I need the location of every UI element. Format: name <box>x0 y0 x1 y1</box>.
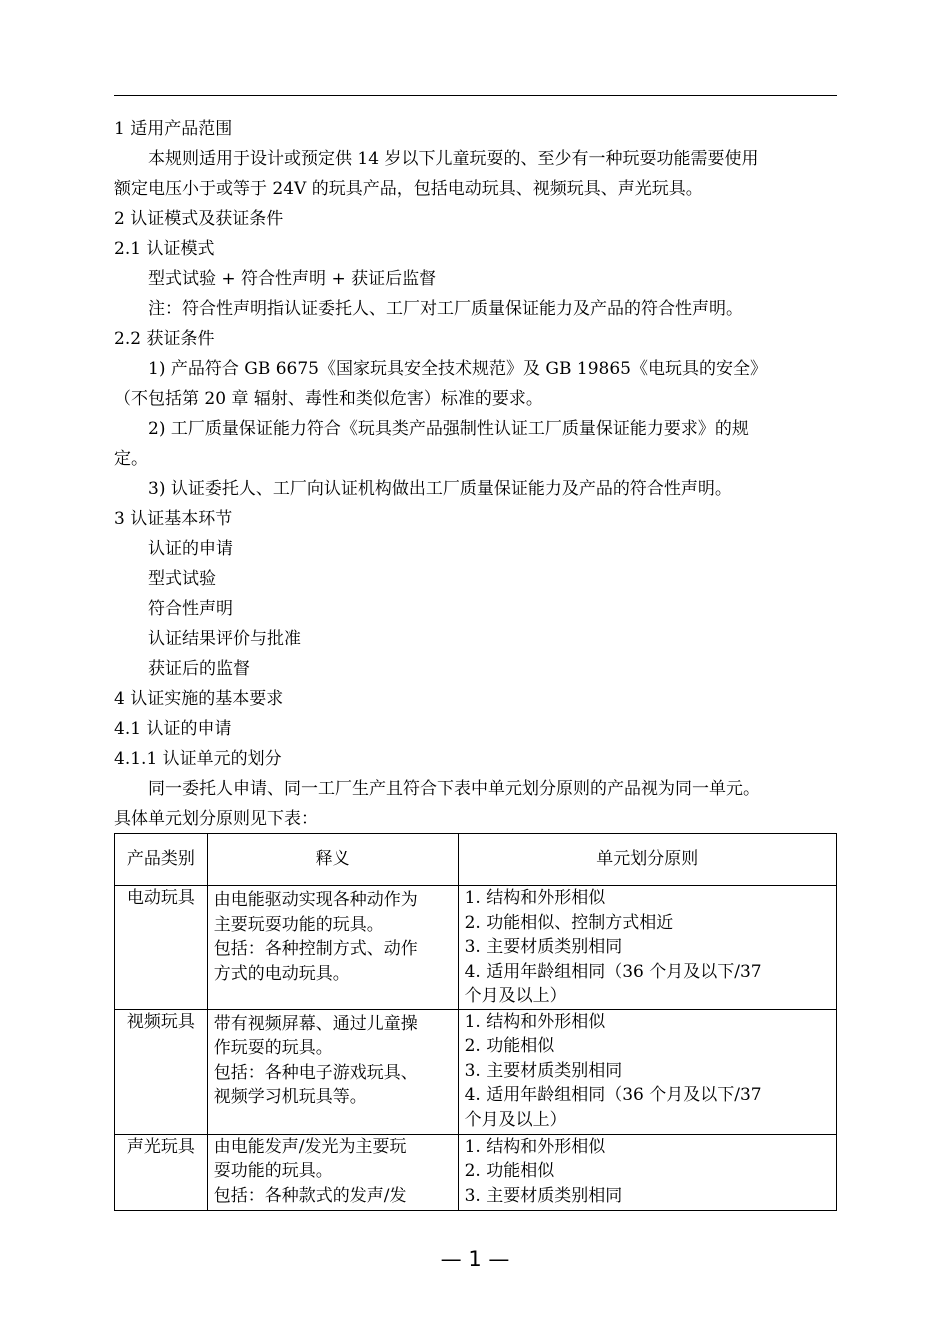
definition-line: 由电能发声/发光为主要玩 <box>213 1136 407 1157</box>
rule-line: 1. 结构和外形相似 <box>464 888 606 908</box>
certification-mode: 型式试验 + 符合性声明 + 获证后监督 <box>148 269 437 289</box>
rule-line: 个月及以上） <box>464 1109 567 1130</box>
definition-line: 方式的电动玩具。 <box>213 963 350 984</box>
document-body <box>114 114 837 834</box>
step-item: 认证结果评价与批准 <box>148 629 301 649</box>
condition-2-line-1: 2) 工厂质量保证能力符合《玩具类产品强制性认证工厂质量保证能力要求》的规 <box>148 419 749 439</box>
header-rule <box>114 95 837 96</box>
table-header-definition: 释义 <box>207 834 458 886</box>
definition-line: 视频学习机玩具等。 <box>213 1087 367 1107</box>
section-1-title: 1 适用产品范围 <box>114 119 233 139</box>
definition-line: 包括：各种电子游戏玩具、 <box>213 1062 418 1083</box>
rules-cell <box>458 886 836 1010</box>
rule-line: 1. 结构和外形相似 <box>464 1136 606 1157</box>
rule-line: 1. 结构和外形相似 <box>464 1011 606 1032</box>
certification-mode-note: 注：符合性声明指认证委托人、工厂对工厂质量保证能力及产品的符合性声明。 <box>148 299 743 319</box>
step-item: 型式试验 <box>148 569 216 589</box>
table-row <box>115 1009 837 1134</box>
definition-cell <box>207 1009 458 1134</box>
category-cell: 视频玩具 <box>115 1009 208 1134</box>
definition-line: 主要玩耍功能的玩具。 <box>213 914 384 935</box>
unit-division-para-line-2: 具体单元划分原则见下表： <box>114 809 318 829</box>
table-row <box>115 886 837 1010</box>
table-header-category: 产品类别 <box>115 834 208 886</box>
step-item: 获证后的监督 <box>148 659 250 679</box>
condition-2-line-2: 定。 <box>114 449 148 469</box>
table-row <box>115 1134 837 1210</box>
category-cell: 声光玩具 <box>115 1134 208 1210</box>
rule-line: 3. 主要材质类别相同 <box>464 937 623 957</box>
page-number: — 1 — <box>440 1247 510 1271</box>
rule-line: 2. 功能相似 <box>464 1036 555 1056</box>
definition-line: 带有视频屏幕、通过儿童操 <box>213 1013 418 1034</box>
section-4-1-title: 4.1 认证的申请 <box>114 719 232 739</box>
section-1-para-line-2: 额定电压小于或等于 24V 的玩具产品，包括电动玩具、视频玩具、声光玩具。 <box>114 179 703 199</box>
section-2-title: 2 认证模式及获证条件 <box>114 209 284 229</box>
section-1-para-line-1: 本规则适用于设计或预定供 14 岁以下儿童玩耍的、至少有一种玩耍功能需要使用 <box>148 149 759 169</box>
section-4-title: 4 认证实施的基本要求 <box>114 689 284 709</box>
condition-1-line-2: （不包括第 20 章 辐射、毒性和类似危害）标准的要求。 <box>114 389 543 409</box>
condition-1-line-1: 1) 产品符合 GB 6675《国家玩具安全技术规范》及 GB 19865《电玩具的安全》 <box>148 359 767 379</box>
section-2-2-title: 2.2 获证条件 <box>114 329 215 349</box>
definition-line: 耍功能的玩具。 <box>213 1161 333 1181</box>
unit-division-table <box>114 833 837 1211</box>
definition-line: 由电能驱动实现各种动作为 <box>213 890 418 910</box>
rule-line: 4. 适用年龄组相同（36 个月及以下/37 <box>464 1085 762 1105</box>
rule-line: 2. 功能相似、控制方式相近 <box>464 912 674 933</box>
rule-line: 3. 主要材质类别相同 <box>464 1185 623 1206</box>
step-item: 认证的申请 <box>148 539 233 559</box>
table-header-row <box>115 834 837 886</box>
section-3-title: 3 认证基本环节 <box>114 509 233 529</box>
section-4-1-1-title: 4.1.1 认证单元的划分 <box>114 749 282 769</box>
rule-line: 2. 功能相似 <box>464 1161 555 1181</box>
rule-line: 3. 主要材质类别相同 <box>464 1060 623 1081</box>
rule-line: 4. 适用年龄组相同（36 个月及以下/37 <box>464 961 762 982</box>
condition-3: 3) 认证委托人、工厂向认证机构做出工厂质量保证能力及产品的符合性声明。 <box>148 479 732 499</box>
unit-division-para-line-1: 同一委托人申请、同一工厂生产且符合下表中单元划分原则的产品视为同一单元。 <box>148 779 760 799</box>
rule-line: 个月及以上） <box>464 986 567 1006</box>
rules-cell <box>458 1134 836 1210</box>
rules-cell <box>458 1009 836 1134</box>
table-header-rules: 单元划分原则 <box>458 834 836 886</box>
definition-line: 包括：各种款式的发声/发 <box>213 1185 407 1206</box>
step-item: 符合性声明 <box>148 599 233 619</box>
definition-cell <box>207 886 458 1010</box>
section-2-1-title: 2.1 认证模式 <box>114 239 215 259</box>
definition-cell <box>207 1134 458 1210</box>
definition-line: 包括：各种控制方式、动作 <box>213 939 418 959</box>
definition-line: 作玩耍的玩具。 <box>213 1038 333 1058</box>
category-cell: 电动玩具 <box>115 886 208 1010</box>
